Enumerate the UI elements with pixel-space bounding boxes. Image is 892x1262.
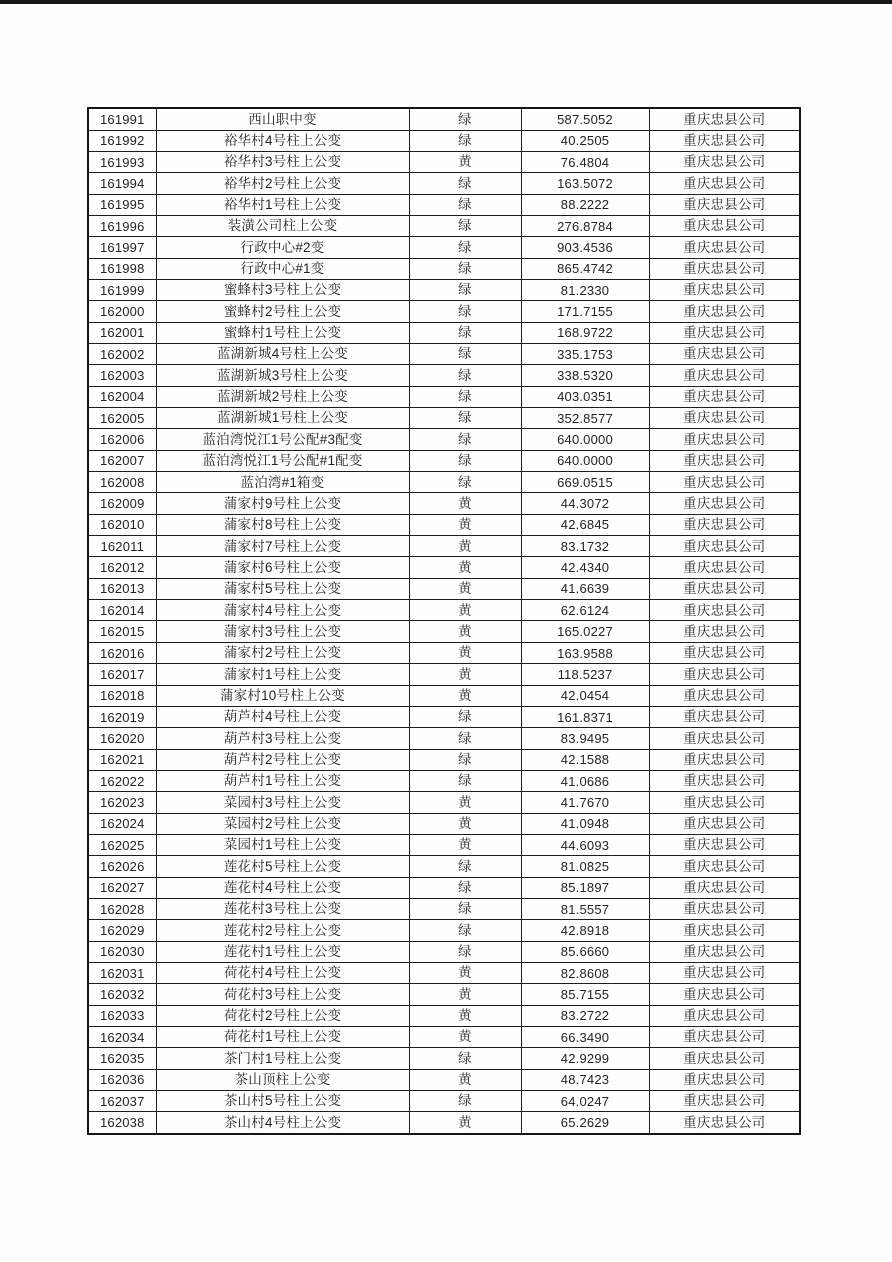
- table-row: [88, 728, 800, 749]
- cell-status-flag: 绿: [409, 408, 521, 429]
- cell-value: 163.5072: [521, 173, 649, 194]
- cell-status-flag: 黄: [409, 984, 521, 1005]
- table-row: [88, 493, 800, 514]
- cell-value: 640.0000: [521, 450, 649, 471]
- cell-company: 重庆忠县公司: [649, 557, 800, 578]
- cell-value: 41.7670: [521, 792, 649, 813]
- cell-status-flag: 黄: [409, 557, 521, 578]
- cell-name: 菜园村2号柱上公变: [156, 813, 409, 834]
- table-row: [88, 194, 800, 215]
- cell-status-flag: 绿: [409, 344, 521, 365]
- cell-status-flag: 绿: [409, 386, 521, 407]
- cell-company: 重庆忠县公司: [649, 706, 800, 727]
- cell-status-flag: 绿: [409, 877, 521, 898]
- cell-company: 重庆忠县公司: [649, 984, 800, 1005]
- cell-id: 162034: [88, 1027, 156, 1048]
- cell-status-flag: 绿: [409, 365, 521, 386]
- cell-company: 重庆忠县公司: [649, 578, 800, 599]
- table-row: [88, 834, 800, 855]
- cell-id: 162007: [88, 450, 156, 471]
- cell-value: 64.0247: [521, 1091, 649, 1112]
- cell-value: 161.8371: [521, 706, 649, 727]
- cell-value: 62.6124: [521, 600, 649, 621]
- cell-name: 裕华村3号柱上公变: [156, 151, 409, 172]
- cell-company: 重庆忠县公司: [649, 215, 800, 236]
- cell-value: 83.1732: [521, 536, 649, 557]
- table-row: [88, 130, 800, 151]
- table-row: [88, 706, 800, 727]
- table-row: [88, 1027, 800, 1048]
- cell-name: 葫芦村4号柱上公变: [156, 706, 409, 727]
- cell-value: 352.8577: [521, 408, 649, 429]
- table-row: [88, 920, 800, 941]
- cell-status-flag: 黄: [409, 792, 521, 813]
- cell-id: 162019: [88, 706, 156, 727]
- cell-name: 菜园村1号柱上公变: [156, 834, 409, 855]
- cell-id: 162006: [88, 429, 156, 450]
- cell-status-flag: 绿: [409, 749, 521, 770]
- cell-id: 162024: [88, 813, 156, 834]
- cell-id: 162025: [88, 834, 156, 855]
- table-row: [88, 536, 800, 557]
- cell-company: 重庆忠县公司: [649, 450, 800, 471]
- table-row: [88, 429, 800, 450]
- cell-value: 44.6093: [521, 834, 649, 855]
- cell-id: 161991: [88, 108, 156, 130]
- cell-company: 重庆忠县公司: [649, 130, 800, 151]
- cell-name: 蓝湖新城1号柱上公变: [156, 408, 409, 429]
- cell-value: 168.9722: [521, 322, 649, 343]
- cell-name: 荷花村1号柱上公变: [156, 1027, 409, 1048]
- cell-company: 重庆忠县公司: [649, 472, 800, 493]
- cell-id: 162021: [88, 749, 156, 770]
- cell-id: 162031: [88, 962, 156, 983]
- table-row: [88, 279, 800, 300]
- cell-company: 重庆忠县公司: [649, 1005, 800, 1026]
- cell-name: 蜜蜂村3号柱上公变: [156, 279, 409, 300]
- cell-id: 162033: [88, 1005, 156, 1026]
- cell-id: 162038: [88, 1112, 156, 1134]
- cell-id: 162000: [88, 301, 156, 322]
- cell-id: 162009: [88, 493, 156, 514]
- cell-id: 162013: [88, 578, 156, 599]
- cell-value: 81.0825: [521, 856, 649, 877]
- cell-name: 蒲家村7号柱上公变: [156, 536, 409, 557]
- cell-company: 重庆忠县公司: [649, 279, 800, 300]
- cell-name: 蓝湖新城2号柱上公变: [156, 386, 409, 407]
- cell-company: 重庆忠县公司: [649, 514, 800, 535]
- table-row: [88, 258, 800, 279]
- cell-value: 81.2330: [521, 279, 649, 300]
- cell-id: 161998: [88, 258, 156, 279]
- cell-id: 162022: [88, 770, 156, 791]
- cell-company: 重庆忠县公司: [649, 301, 800, 322]
- cell-company: 重庆忠县公司: [649, 898, 800, 919]
- cell-value: 42.9299: [521, 1048, 649, 1069]
- table-row: [88, 472, 800, 493]
- cell-name: 蒲家村4号柱上公变: [156, 600, 409, 621]
- cell-name: 莲花村1号柱上公变: [156, 941, 409, 962]
- cell-name: 蓝泊湾#1箱变: [156, 472, 409, 493]
- cell-status-flag: 绿: [409, 472, 521, 493]
- cell-name: 装潢公司柱上公变: [156, 215, 409, 236]
- cell-name: 蒲家村5号柱上公变: [156, 578, 409, 599]
- cell-status-flag: 黄: [409, 1005, 521, 1026]
- cell-name: 荷花村2号柱上公变: [156, 1005, 409, 1026]
- cell-status-flag: 黄: [409, 834, 521, 855]
- cell-value: 48.7423: [521, 1069, 649, 1090]
- cell-name: 茶山村4号柱上公变: [156, 1112, 409, 1134]
- table-row: [88, 450, 800, 471]
- cell-company: 重庆忠县公司: [649, 386, 800, 407]
- table-row: [88, 856, 800, 877]
- cell-name: 裕华村1号柱上公变: [156, 194, 409, 215]
- cell-id: 162029: [88, 920, 156, 941]
- cell-name: 行政中心#2变: [156, 237, 409, 258]
- cell-value: 42.1588: [521, 749, 649, 770]
- cell-id: 162017: [88, 664, 156, 685]
- cell-name: 蒲家村10号柱上公变: [156, 685, 409, 706]
- cell-status-flag: 黄: [409, 1069, 521, 1090]
- table-row: [88, 792, 800, 813]
- cell-id: 162015: [88, 621, 156, 642]
- cell-value: 118.5237: [521, 664, 649, 685]
- cell-id: 162027: [88, 877, 156, 898]
- table-row: [88, 578, 800, 599]
- cell-status-flag: 黄: [409, 578, 521, 599]
- cell-name: 莲花村2号柱上公变: [156, 920, 409, 941]
- cell-name: 菜园村3号柱上公变: [156, 792, 409, 813]
- cell-value: 83.9495: [521, 728, 649, 749]
- table-row: [88, 642, 800, 663]
- cell-value: 41.0948: [521, 813, 649, 834]
- cell-company: 重庆忠县公司: [649, 749, 800, 770]
- table-row: [88, 1091, 800, 1112]
- cell-company: 重庆忠县公司: [649, 108, 800, 130]
- cell-name: 莲花村5号柱上公变: [156, 856, 409, 877]
- cell-status-flag: 绿: [409, 706, 521, 727]
- cell-id: 161999: [88, 279, 156, 300]
- table-row: [88, 215, 800, 236]
- cell-status-flag: 黄: [409, 685, 521, 706]
- cell-company: 重庆忠县公司: [649, 664, 800, 685]
- cell-company: 重庆忠县公司: [649, 792, 800, 813]
- cell-company: 重庆忠县公司: [649, 237, 800, 258]
- cell-name: 蒲家村2号柱上公变: [156, 642, 409, 663]
- cell-name: 蒲家村8号柱上公变: [156, 514, 409, 535]
- cell-id: 162028: [88, 898, 156, 919]
- cell-status-flag: 绿: [409, 429, 521, 450]
- cell-value: 85.1897: [521, 877, 649, 898]
- cell-name: 西山职中变: [156, 108, 409, 130]
- cell-value: 41.0686: [521, 770, 649, 791]
- cell-value: 640.0000: [521, 429, 649, 450]
- cell-value: 163.9588: [521, 642, 649, 663]
- table-row: [88, 770, 800, 791]
- cell-status-flag: 绿: [409, 770, 521, 791]
- cell-id: 162036: [88, 1069, 156, 1090]
- cell-company: 重庆忠县公司: [649, 877, 800, 898]
- cell-id: 161993: [88, 151, 156, 172]
- cell-value: 41.6639: [521, 578, 649, 599]
- cell-company: 重庆忠县公司: [649, 322, 800, 343]
- cell-name: 蓝湖新城3号柱上公变: [156, 365, 409, 386]
- table-row: [88, 898, 800, 919]
- cell-id: 161997: [88, 237, 156, 258]
- cell-company: 重庆忠县公司: [649, 941, 800, 962]
- cell-company: 重庆忠县公司: [649, 770, 800, 791]
- table-row: [88, 386, 800, 407]
- cell-id: 162023: [88, 792, 156, 813]
- cell-name: 蜜蜂村2号柱上公变: [156, 301, 409, 322]
- cell-id: 162016: [88, 642, 156, 663]
- cell-status-flag: 绿: [409, 194, 521, 215]
- table-row: [88, 108, 800, 130]
- cell-status-flag: 黄: [409, 151, 521, 172]
- cell-company: 重庆忠县公司: [649, 1069, 800, 1090]
- cell-status-flag: 绿: [409, 322, 521, 343]
- cell-status-flag: 黄: [409, 493, 521, 514]
- table-row: [88, 1005, 800, 1026]
- cell-value: 42.8918: [521, 920, 649, 941]
- cell-company: 重庆忠县公司: [649, 173, 800, 194]
- cell-name: 蓝泊湾悦江1号公配#1配变: [156, 450, 409, 471]
- cell-id: 162026: [88, 856, 156, 877]
- cell-name: 蒲家村6号柱上公变: [156, 557, 409, 578]
- cell-status-flag: 绿: [409, 1048, 521, 1069]
- cell-status-flag: 绿: [409, 898, 521, 919]
- cell-company: 重庆忠县公司: [649, 813, 800, 834]
- cell-id: 162004: [88, 386, 156, 407]
- cell-name: 裕华村2号柱上公变: [156, 173, 409, 194]
- cell-status-flag: 黄: [409, 1112, 521, 1134]
- cell-company: 重庆忠县公司: [649, 151, 800, 172]
- cell-company: 重庆忠县公司: [649, 429, 800, 450]
- table-row: [88, 941, 800, 962]
- table-row: [88, 514, 800, 535]
- table-row: [88, 322, 800, 343]
- table-row: [88, 365, 800, 386]
- cell-status-flag: 绿: [409, 920, 521, 941]
- cell-value: 82.8608: [521, 962, 649, 983]
- cell-value: 403.0351: [521, 386, 649, 407]
- cell-value: 81.5557: [521, 898, 649, 919]
- cell-value: 903.4536: [521, 237, 649, 258]
- cell-id: 162012: [88, 557, 156, 578]
- cell-id: 162003: [88, 365, 156, 386]
- cell-value: 44.3072: [521, 493, 649, 514]
- scan-top-edge: [0, 0, 892, 4]
- cell-name: 荷花村3号柱上公变: [156, 984, 409, 1005]
- cell-id: 162018: [88, 685, 156, 706]
- cell-value: 66.3490: [521, 1027, 649, 1048]
- table-row: [88, 600, 800, 621]
- cell-company: 重庆忠县公司: [649, 194, 800, 215]
- transformer-table: [87, 107, 801, 1135]
- cell-value: 65.2629: [521, 1112, 649, 1134]
- cell-status-flag: 绿: [409, 258, 521, 279]
- cell-name: 蜜蜂村1号柱上公变: [156, 322, 409, 343]
- table-row: [88, 237, 800, 258]
- cell-id: 162035: [88, 1048, 156, 1069]
- table-row: [88, 173, 800, 194]
- cell-company: 重庆忠县公司: [649, 1112, 800, 1134]
- cell-status-flag: 绿: [409, 215, 521, 236]
- cell-id: 162014: [88, 600, 156, 621]
- cell-id: 161995: [88, 194, 156, 215]
- cell-value: 42.4340: [521, 557, 649, 578]
- table-row: [88, 813, 800, 834]
- cell-company: 重庆忠县公司: [649, 728, 800, 749]
- cell-value: 42.0454: [521, 685, 649, 706]
- cell-company: 重庆忠县公司: [649, 365, 800, 386]
- cell-id: 162011: [88, 536, 156, 557]
- cell-name: 裕华村4号柱上公变: [156, 130, 409, 151]
- cell-value: 669.0515: [521, 472, 649, 493]
- cell-status-flag: 黄: [409, 514, 521, 535]
- cell-status-flag: 绿: [409, 450, 521, 471]
- table-row: [88, 1048, 800, 1069]
- cell-value: 338.5320: [521, 365, 649, 386]
- table-row: [88, 962, 800, 983]
- cell-id: 162037: [88, 1091, 156, 1112]
- cell-company: 重庆忠县公司: [649, 642, 800, 663]
- cell-name: 蓝湖新城4号柱上公变: [156, 344, 409, 365]
- cell-status-flag: 绿: [409, 941, 521, 962]
- table-row: [88, 557, 800, 578]
- table-row: [88, 1069, 800, 1090]
- table-row: [88, 301, 800, 322]
- table-body: [88, 108, 800, 1134]
- cell-id: 162008: [88, 472, 156, 493]
- table-row: [88, 344, 800, 365]
- cell-value: 587.5052: [521, 108, 649, 130]
- cell-value: 76.4804: [521, 151, 649, 172]
- cell-id: 162030: [88, 941, 156, 962]
- cell-company: 重庆忠县公司: [649, 962, 800, 983]
- cell-status-flag: 绿: [409, 237, 521, 258]
- cell-value: 40.2505: [521, 130, 649, 151]
- table-row: [88, 984, 800, 1005]
- table-row: [88, 151, 800, 172]
- cell-status-flag: 绿: [409, 856, 521, 877]
- cell-company: 重庆忠县公司: [649, 621, 800, 642]
- cell-name: 蒲家村9号柱上公变: [156, 493, 409, 514]
- cell-value: 88.2222: [521, 194, 649, 215]
- cell-company: 重庆忠县公司: [649, 536, 800, 557]
- cell-name: 蒲家村3号柱上公变: [156, 621, 409, 642]
- cell-company: 重庆忠县公司: [649, 1091, 800, 1112]
- cell-value: 865.4742: [521, 258, 649, 279]
- cell-name: 茶山村5号柱上公变: [156, 1091, 409, 1112]
- cell-company: 重庆忠县公司: [649, 834, 800, 855]
- cell-id: 161992: [88, 130, 156, 151]
- cell-status-flag: 黄: [409, 600, 521, 621]
- cell-company: 重庆忠县公司: [649, 493, 800, 514]
- cell-company: 重庆忠县公司: [649, 344, 800, 365]
- cell-value: 335.1753: [521, 344, 649, 365]
- cell-company: 重庆忠县公司: [649, 408, 800, 429]
- cell-value: 85.6660: [521, 941, 649, 962]
- table-row: [88, 621, 800, 642]
- cell-name: 葫芦村3号柱上公变: [156, 728, 409, 749]
- cell-name: 茶门村1号柱上公变: [156, 1048, 409, 1069]
- cell-name: 茶山顶柱上公变: [156, 1069, 409, 1090]
- cell-name: 莲花村4号柱上公变: [156, 877, 409, 898]
- cell-id: 161994: [88, 173, 156, 194]
- cell-name: 行政中心#1变: [156, 258, 409, 279]
- cell-company: 重庆忠县公司: [649, 920, 800, 941]
- cell-value: 42.6845: [521, 514, 649, 535]
- cell-status-flag: 黄: [409, 962, 521, 983]
- cell-status-flag: 绿: [409, 130, 521, 151]
- cell-value: 165.0227: [521, 621, 649, 642]
- cell-value: 171.7155: [521, 301, 649, 322]
- cell-company: 重庆忠县公司: [649, 600, 800, 621]
- cell-status-flag: 黄: [409, 813, 521, 834]
- cell-status-flag: 黄: [409, 1027, 521, 1048]
- cell-status-flag: 黄: [409, 536, 521, 557]
- cell-name: 葫芦村1号柱上公变: [156, 770, 409, 791]
- cell-id: 162001: [88, 322, 156, 343]
- table-row: [88, 408, 800, 429]
- table-row: [88, 1112, 800, 1134]
- cell-status-flag: 黄: [409, 621, 521, 642]
- cell-id: 161996: [88, 215, 156, 236]
- cell-company: 重庆忠县公司: [649, 258, 800, 279]
- cell-status-flag: 绿: [409, 173, 521, 194]
- cell-status-flag: 绿: [409, 728, 521, 749]
- table-row: [88, 685, 800, 706]
- table-row: [88, 664, 800, 685]
- cell-id: 162010: [88, 514, 156, 535]
- cell-name: 蒲家村1号柱上公变: [156, 664, 409, 685]
- cell-status-flag: 绿: [409, 108, 521, 130]
- cell-id: 162020: [88, 728, 156, 749]
- cell-id: 162005: [88, 408, 156, 429]
- cell-status-flag: 黄: [409, 664, 521, 685]
- cell-id: 162032: [88, 984, 156, 1005]
- cell-status-flag: 绿: [409, 301, 521, 322]
- cell-name: 荷花村4号柱上公变: [156, 962, 409, 983]
- cell-name: 莲花村3号柱上公变: [156, 898, 409, 919]
- cell-company: 重庆忠县公司: [649, 856, 800, 877]
- cell-status-flag: 绿: [409, 1091, 521, 1112]
- table-row: [88, 749, 800, 770]
- cell-value: 83.2722: [521, 1005, 649, 1026]
- cell-status-flag: 黄: [409, 642, 521, 663]
- cell-company: 重庆忠县公司: [649, 685, 800, 706]
- cell-status-flag: 绿: [409, 279, 521, 300]
- cell-company: 重庆忠县公司: [649, 1027, 800, 1048]
- cell-id: 162002: [88, 344, 156, 365]
- cell-value: 85.7155: [521, 984, 649, 1005]
- cell-name: 蓝泊湾悦江1号公配#3配变: [156, 429, 409, 450]
- cell-name: 葫芦村2号柱上公变: [156, 749, 409, 770]
- table-row: [88, 877, 800, 898]
- cell-value: 276.8784: [521, 215, 649, 236]
- cell-company: 重庆忠县公司: [649, 1048, 800, 1069]
